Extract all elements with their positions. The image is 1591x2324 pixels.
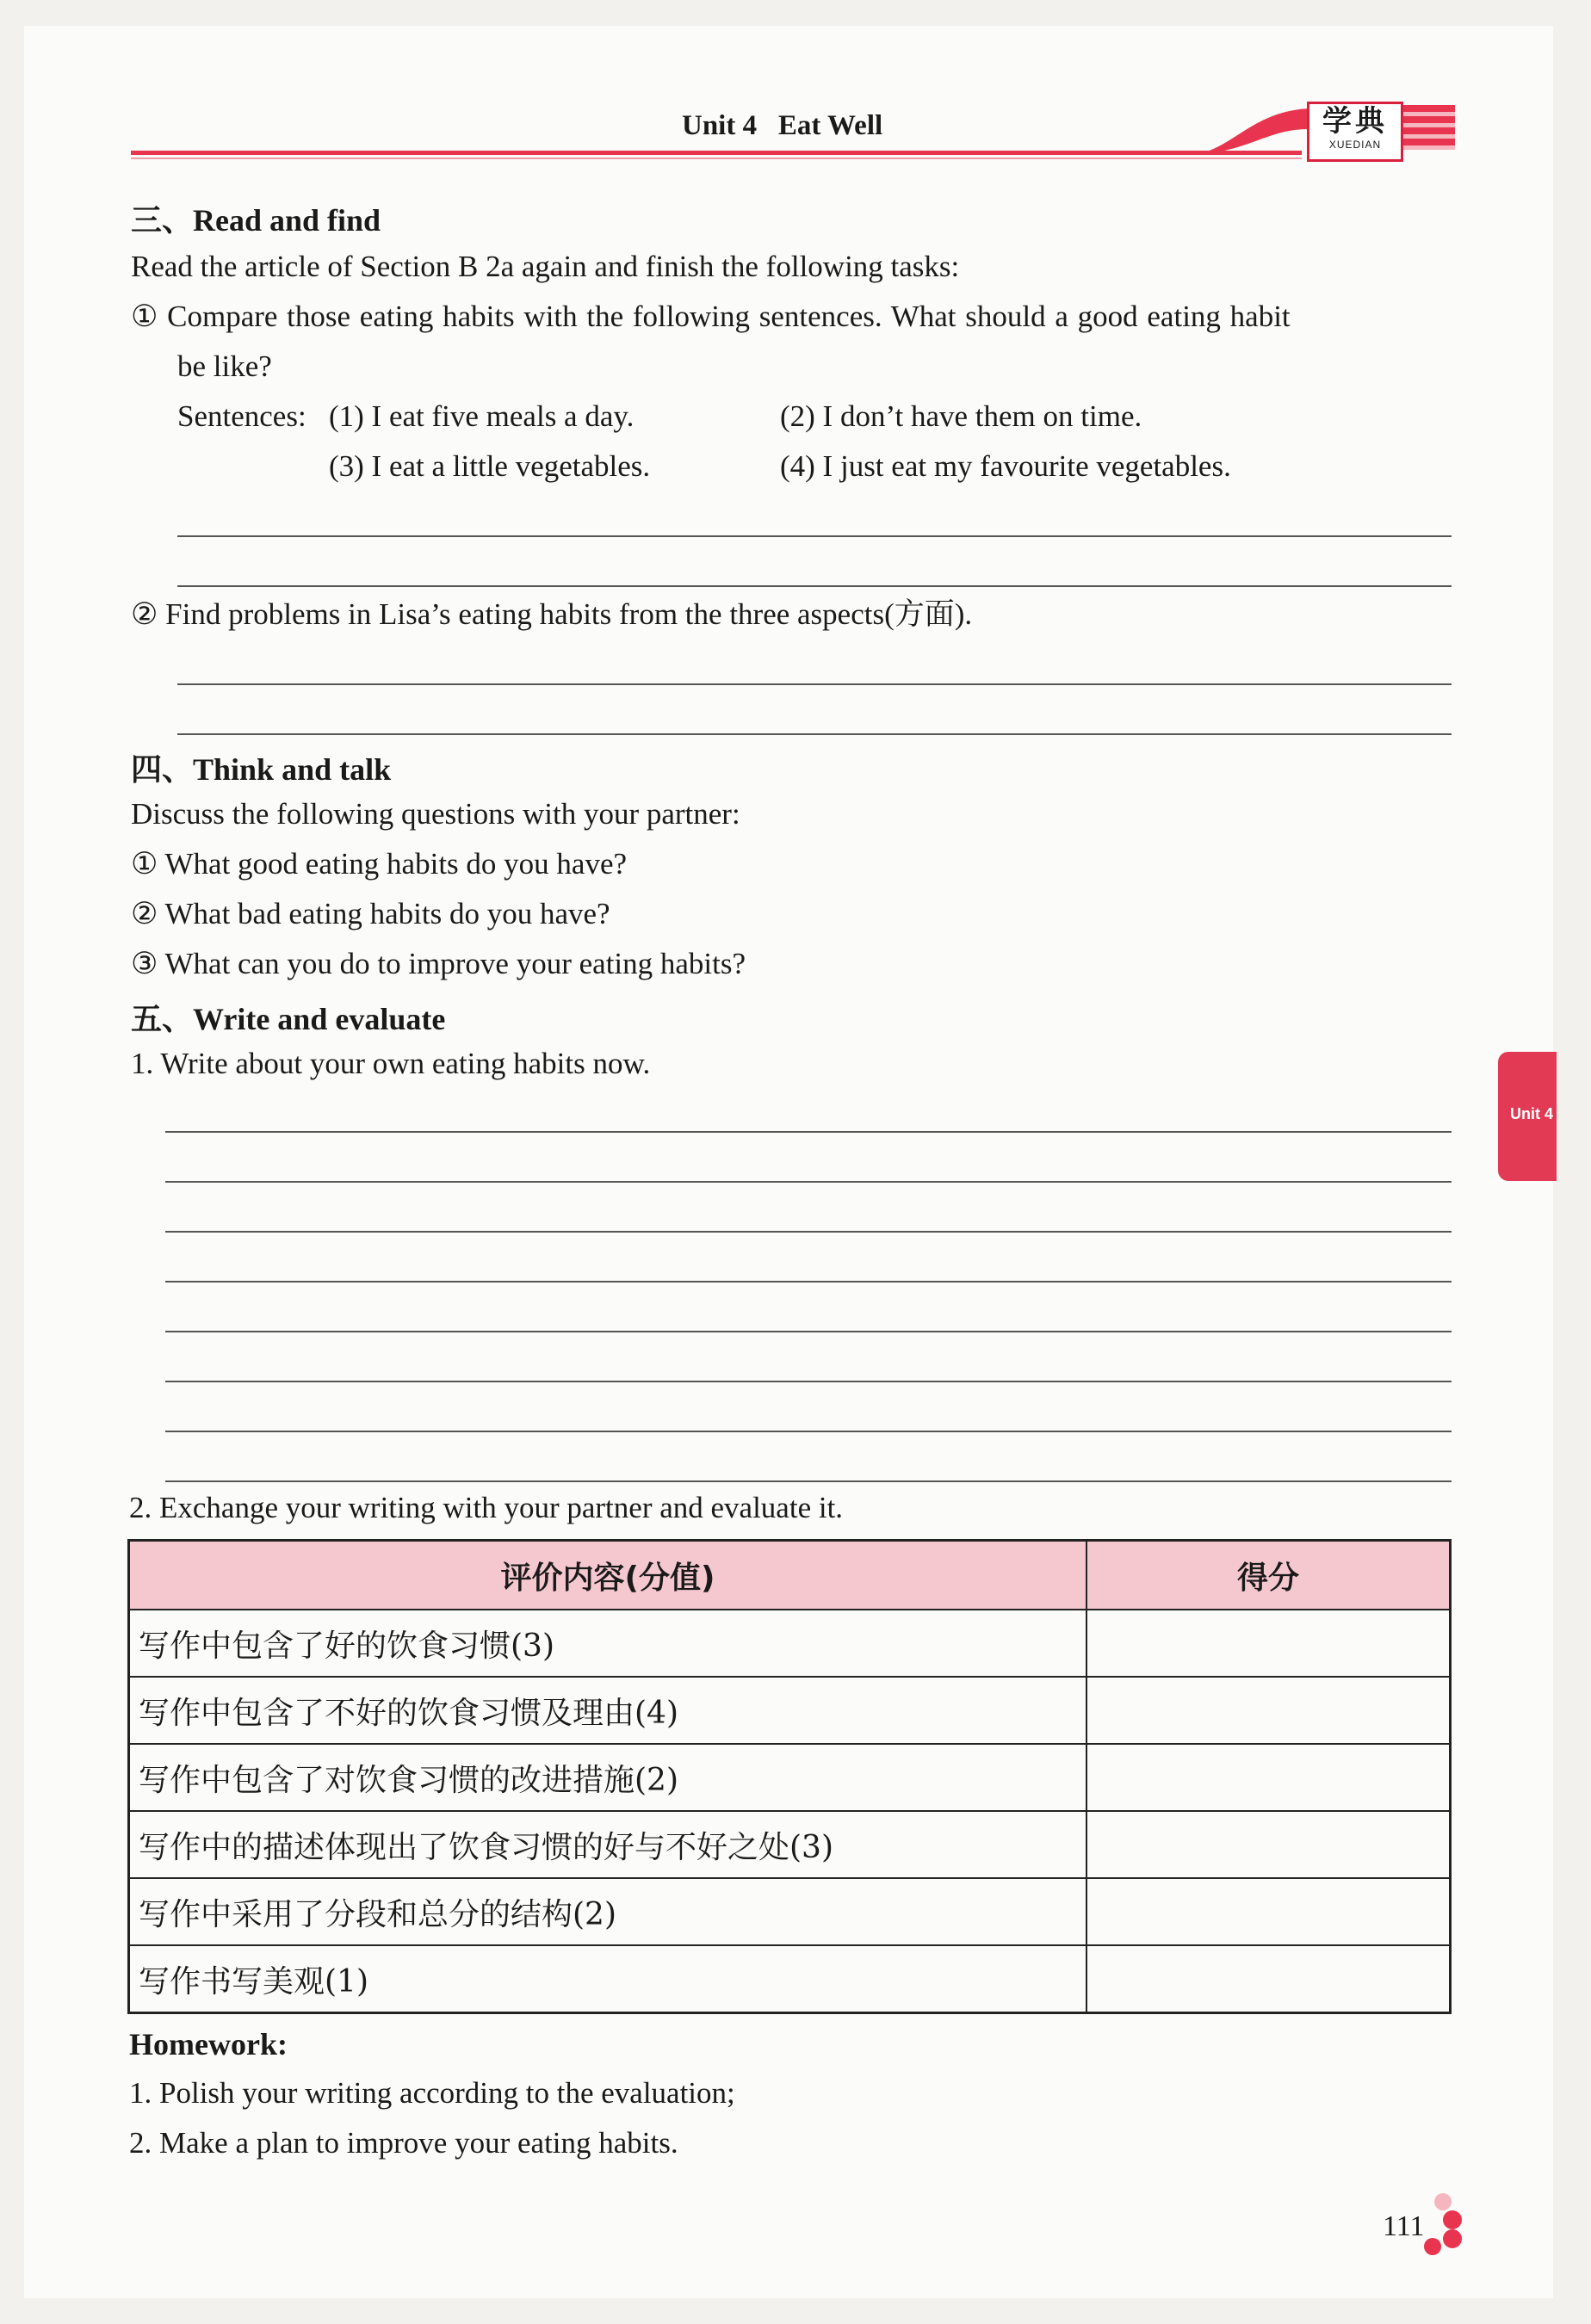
table-row [129,1878,1451,1945]
section5-task1: 1. Write about your own eating habits now. [131,1047,651,1080]
writing-line[interactable] [165,1131,1452,1133]
sentences-label: Sentences: [177,399,306,433]
header-unit: Unit 4 [682,110,758,141]
writing-line[interactable] [165,1381,1452,1382]
criteria-cell: 写作中的描述体现出了饮食习惯的好与不好之处(3) [129,1811,1087,1878]
logo-en: XUEDIAN [1328,139,1382,151]
criteria-cell: 写作中采用了分段和总分的结构(2) [129,1878,1087,1945]
header-swoosh-icon [1188,103,1309,157]
hexagon-dots-icon [1412,2186,1464,2255]
section3-task1-cont: be like? [177,349,272,383]
table-header-row [129,1541,1451,1610]
writing-line[interactable] [165,1331,1452,1332]
homework-item-1: 1. Polish your writing according to the evaluation; [129,2076,735,2110]
question-3: ③ What can you do to improve your eating habits? [131,947,746,980]
section3-heading: 三、Read and find [131,203,381,238]
table-row [129,1677,1451,1744]
section3-task1: ① Compare those eating habits with the following sentences. What should a good eating habit [131,300,1291,333]
writing-line[interactable] [165,1480,1452,1482]
writing-line[interactable] [165,1281,1452,1283]
homework-item-2: 2. Make a plan to improve your eating habits. [129,2126,678,2160]
homework-heading: Homework: [129,2027,288,2061]
answer-line[interactable] [177,733,1452,735]
criteria-cell: 写作中包含了不好的饮食习惯及理由(4) [129,1677,1087,1744]
side-tab-label: Unit 4 [1510,1105,1554,1122]
score-cell[interactable] [1086,1744,1451,1811]
sentence-2: (2) I don’t have them on time. [780,399,1142,433]
answer-line[interactable] [177,535,1452,537]
header-rule [131,151,1302,155]
score-cell[interactable] [1086,1811,1451,1878]
answer-line[interactable] [177,683,1452,685]
unit-side-tab[interactable] [1498,1052,1557,1181]
col-criteria-header: 评价内容(分值) [129,1541,1087,1610]
section5-task2: 2. Exchange your writing with your partner and evaluate it. [129,1491,844,1524]
criteria-cell: 写作中包含了好的饮食习惯(3) [129,1610,1087,1677]
section5-heading: 五、Write and evaluate [131,1002,446,1036]
score-cell[interactable] [1086,1945,1451,2013]
score-cell[interactable] [1086,1677,1451,1744]
question-1: ① What good eating habits do you have? [131,847,628,881]
sentence-3: (3) I eat a little vegetables. [329,449,651,483]
header-title: Eat Well [777,110,883,141]
header-stripe-decoration [1403,105,1455,150]
section3-task2: ② Find problems in Lisa’s eating habits from the three aspects(方面). [131,597,973,631]
page-header [682,110,882,142]
table-row [129,1811,1451,1878]
writing-line[interactable] [165,1231,1452,1233]
section4-heading: 四、Think and talk [131,752,392,787]
table-row [129,1610,1451,1677]
writing-line[interactable] [165,1431,1452,1432]
question-2: ② What bad eating habits do you have? [131,897,610,930]
col-score-header: 得分 [1086,1541,1451,1610]
criteria-cell: 写作书写美观(1) [129,1945,1087,2013]
table-row [129,1945,1451,2013]
table-row [129,1744,1451,1811]
score-cell[interactable] [1086,1878,1451,1945]
sentence-1: (1) I eat five meals a day. [329,399,635,433]
section4-intro: Discuss the following questions with your partner: [131,797,740,831]
writing-line[interactable] [165,1181,1452,1183]
logo-cn: 学典 [1322,104,1388,139]
answer-line[interactable] [177,585,1452,587]
brand-logo [1307,102,1403,162]
page-number: 111 [1383,2210,1425,2242]
score-cell[interactable] [1086,1610,1451,1677]
section3-intro: Read the article of Section B 2a again and finish the following tasks: [131,250,960,283]
criteria-cell: 写作中包含了对饮食习惯的改进措施(2) [129,1744,1087,1811]
evaluation-table [127,1539,1452,2014]
sentence-4: (4) I just eat my favourite vegetables. [780,449,1231,483]
header-rule-thin [131,158,1302,159]
